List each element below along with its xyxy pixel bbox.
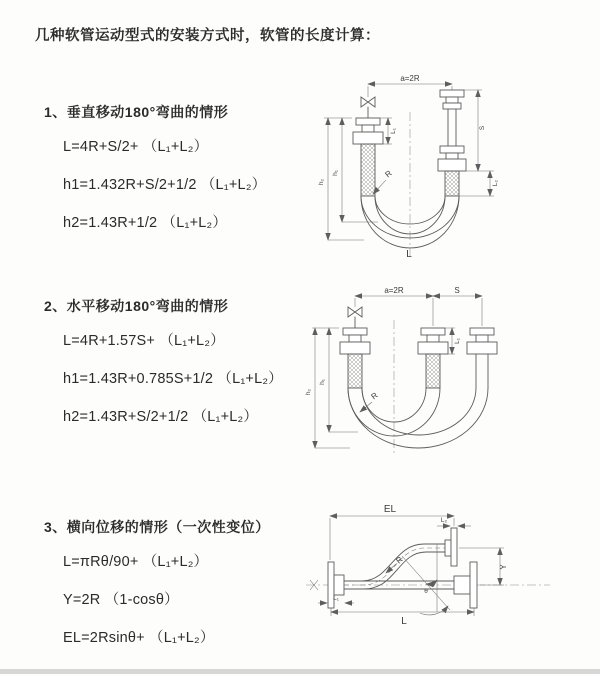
section-2-heading: 2、水平移动180°弯曲的情形 (44, 298, 229, 314)
valve-icon (348, 307, 362, 328)
dim-label-y: Y (499, 564, 508, 570)
section-2 (44, 296, 283, 443)
radius-callout (360, 391, 380, 412)
dim-label-radius: R (383, 168, 394, 180)
dim-label-width: a=2R (400, 74, 420, 83)
diagram-vertical-180-bend (298, 70, 546, 260)
dim-label-length: L (406, 249, 412, 260)
dim-label-l2: L₂ (440, 517, 448, 524)
dim-label-h1: h₁ (319, 379, 326, 385)
section-1 (44, 102, 266, 249)
dim-label-radius: R (394, 554, 405, 566)
formula-h2: h2=1.43R+S/2+1/2 （L₁+L₂） (63, 409, 259, 425)
dim-label-theta: θ (424, 588, 428, 595)
dim-label-length: L (401, 616, 407, 627)
section-3-heading: 3、横向位移的情形（一次性变位） (44, 519, 270, 535)
formula-l: L=πRθ/90+ （L₁+L₂） (63, 554, 209, 570)
dim-label-l1: L₁ (333, 595, 339, 602)
page-title: 几种软管运动型式的安装方式时，软管的长度计算： (35, 28, 380, 44)
diagram-horizontal-180-bend (296, 282, 552, 460)
formula-h2: h2=1.43R+1/2 （L₁+L₂） (63, 215, 228, 231)
dim-s-l2 (459, 90, 499, 196)
displaced-hose-fitting (467, 328, 497, 388)
left-hose-fitting (353, 118, 383, 196)
section-3 (44, 517, 270, 664)
formula-el: EL=2Rsinθ+ （L₁+L₂） (63, 630, 215, 646)
dim-length (331, 608, 474, 627)
dim-label-radius: R (369, 390, 380, 402)
left-hose-fitting (340, 328, 370, 388)
dim-label-h2: h₂ (305, 388, 312, 396)
dim-label-width: a=2R (384, 286, 404, 295)
radius-callout (373, 169, 394, 194)
section-1-heading: 1、垂直移动180°弯曲的情形 (44, 104, 229, 120)
valve-icon (361, 97, 375, 118)
diagram-lateral-displacement (298, 500, 560, 650)
scan-edge (0, 669, 600, 674)
radius-callout (386, 555, 405, 573)
dim-label-h2: h₂ (318, 178, 325, 186)
dim-width-2r (368, 74, 452, 97)
dim-label-l2: L₂ (492, 179, 499, 187)
dim-label-s: S (479, 125, 486, 131)
formula-l: L=4R+1.57S+ （L₁+L₂） (63, 333, 225, 349)
dim-width-2r (355, 286, 482, 326)
middle-hose-fitting (418, 328, 448, 388)
formula-h1: h1=1.432R+S/2+1/2 （L₁+L₂） (63, 177, 267, 193)
formula-y: Y=2R （1-cosθ） (63, 592, 179, 608)
dim-label-h1: h₁ (332, 170, 339, 176)
formula-l: L=4R+S/2+ （L₁+L₂） (63, 139, 209, 155)
dim-label-s: S (454, 286, 460, 295)
right-hose-fitting (438, 90, 466, 196)
angle-theta (402, 544, 450, 615)
dim-label-l1: L₁ (454, 338, 461, 344)
dim-label-l1: L₁ (390, 128, 397, 134)
dim-label-el: EL (383, 504, 397, 515)
hose-u-loops (348, 388, 488, 448)
formula-h1: h1=1.43R+0.785S+1/2 （L₁+L₂） (63, 371, 283, 387)
dim-l1 (318, 595, 354, 603)
